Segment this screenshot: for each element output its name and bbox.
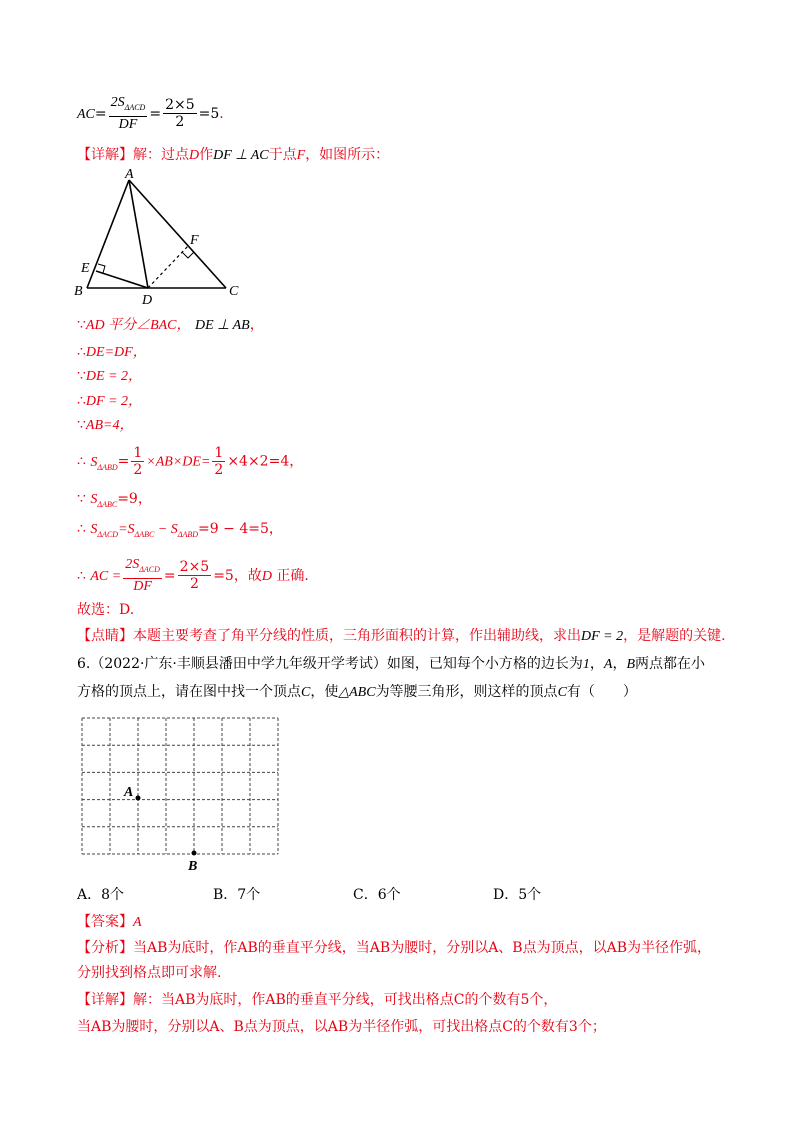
half2-num: 1 xyxy=(214,445,224,461)
half-num: 1 xyxy=(133,445,143,461)
area-sub: ΔABC xyxy=(97,499,118,509)
fraction2-den: 2 xyxy=(175,114,185,131)
step-4 xyxy=(77,392,142,411)
grid-label-a: A xyxy=(124,785,134,800)
label-a: A xyxy=(125,168,134,182)
detail-point-f: F xyxy=(296,148,306,163)
q6-mid: ，使 xyxy=(310,684,339,700)
detail2-line-1 xyxy=(77,991,557,1009)
step-3 xyxy=(77,367,142,386)
segment-de xyxy=(96,271,148,288)
analysis-text-1: 【分析】当AB为底时，作AB的垂直平分线，当AB为腰时，分别以A、B点为顶点，以AB为半径作弧， xyxy=(77,940,711,956)
step-area-1 xyxy=(77,445,303,478)
option-value: 6个 xyxy=(377,887,401,903)
q6-text-1: 6.（2022·广东·丰顺县潘田中学九年级开学考试）如图，已知每个小方格的边长为 xyxy=(77,656,583,672)
area-eq: = xyxy=(117,453,130,470)
detail-tail: 于点 xyxy=(268,147,297,163)
option-a[interactable] xyxy=(77,886,124,904)
q6-a: A xyxy=(603,657,613,672)
step-symbol: ∵ xyxy=(77,417,86,433)
step-symbol: ∴ xyxy=(77,567,86,584)
detail-line xyxy=(77,146,389,165)
q6-comma: ， xyxy=(589,656,604,672)
area-tail: ×4×2=4， xyxy=(227,453,304,470)
detail2-text-2: 当AB为腰时，分别以A、B点为顶点，以AB为半径作弧，可找出格点C的个数有3个； xyxy=(77,1019,606,1035)
q6-end: 有（ ） xyxy=(566,684,637,700)
step-symbol: ∵ xyxy=(77,491,86,507)
fraction xyxy=(109,95,148,133)
option-value: 8个 xyxy=(101,887,125,903)
final-d: D xyxy=(261,568,272,584)
final-den: DF xyxy=(133,578,152,594)
answer-line xyxy=(77,913,142,932)
final-result: =5 xyxy=(213,567,234,584)
area-eq: =S xyxy=(118,522,135,537)
area-sub3: ΔABD xyxy=(177,529,199,539)
option-letter: A． xyxy=(77,887,102,903)
detail-mid: 作 xyxy=(199,147,214,163)
detail-point-d: D xyxy=(189,148,200,163)
step-tail: ， xyxy=(249,317,264,333)
fraction-half-2 xyxy=(212,445,225,478)
grid-figure xyxy=(76,712,286,874)
comment-formula: DF = 2 xyxy=(581,629,624,644)
answer-value: A xyxy=(133,915,142,930)
final-eq: = xyxy=(163,567,176,584)
q6-line-1 xyxy=(77,655,705,674)
step-2 xyxy=(77,343,147,362)
option-c[interactable] xyxy=(353,886,401,904)
step-text: DF = 2， xyxy=(85,394,143,409)
comment-head: 【点睛】本题主要考查了角平分线的性质，三角形面积的计算，作出辅助线，求出 xyxy=(77,628,581,644)
half2-den: 2 xyxy=(214,462,224,478)
formula-lhs: AC xyxy=(77,106,95,122)
area-mid: ×AB×DE= xyxy=(146,454,211,470)
fraction-den: DF xyxy=(118,116,138,132)
q6-c: C xyxy=(301,685,311,700)
q6-triangle: △ABC xyxy=(338,685,376,700)
fraction-sub: ΔACD xyxy=(124,102,146,112)
option-letter: C． xyxy=(353,887,378,903)
q6-text-1-tail: 两点都在小 xyxy=(635,656,706,672)
label-d: D xyxy=(142,293,153,308)
detail-end: ，如图所示： xyxy=(305,147,390,163)
option-value: 5个 xyxy=(518,887,542,903)
q6-comma2: ， xyxy=(612,656,627,672)
q6-text-2: 方格的顶点上，请在图中找一个顶点 xyxy=(77,684,301,700)
q6-c2: C xyxy=(557,685,567,700)
analysis-line-1 xyxy=(77,939,711,957)
option-d[interactable] xyxy=(493,886,541,904)
final-den2: 2 xyxy=(189,576,199,593)
option-letter: B． xyxy=(213,887,238,903)
grid-label-b: B xyxy=(188,859,198,874)
area-sub: ΔABD xyxy=(97,462,118,472)
area-sub2: ΔABC xyxy=(134,529,155,539)
area-tail: =9， xyxy=(117,491,152,507)
final-lhs: AC = xyxy=(90,568,122,584)
answer-choice xyxy=(77,601,134,619)
fraction-2 xyxy=(163,97,197,130)
final-num: 2S xyxy=(125,557,140,572)
triangle-figure xyxy=(70,168,250,308)
final-fraction xyxy=(123,557,162,595)
area-minus: − S xyxy=(154,522,178,537)
point-b xyxy=(192,851,197,856)
formula-result: =5 xyxy=(198,105,220,122)
step-5 xyxy=(77,416,133,435)
point-a xyxy=(136,796,141,801)
step-symbol: ∵ xyxy=(77,368,86,384)
area-s: S xyxy=(90,454,98,470)
area-s: S xyxy=(90,492,98,507)
step-symbol: ∴ xyxy=(77,344,86,360)
step-final xyxy=(77,557,309,595)
step-text: AD 平分∠BAC， xyxy=(85,318,191,333)
detail-head: 【详解】解：过点 xyxy=(77,147,189,163)
area-tail: =9 − 4=5， xyxy=(198,521,283,537)
side-ac xyxy=(129,180,226,288)
top-formula: AC= $\frac{2S_{\Delta ACD}}{DF}$ = $\frac{2\times 5}{2}$ =5. xyxy=(77,95,224,132)
step-text: DE=DF， xyxy=(85,345,147,360)
area-sub1: ΔACD xyxy=(97,529,119,539)
final-tail: ，故 xyxy=(233,567,262,584)
label-b: B xyxy=(74,284,83,299)
option-letter: D． xyxy=(493,887,519,903)
formula-end: . xyxy=(219,105,224,122)
final-num2: 2×5 xyxy=(179,559,210,576)
step-extra: DE ⊥ AB xyxy=(194,318,250,333)
answer-label: 【答案】 xyxy=(77,914,133,930)
detail2-line-2 xyxy=(77,1018,606,1036)
q6-tail: 为等腰三角形，则这样的顶点 xyxy=(375,684,558,700)
fraction-half xyxy=(131,445,144,478)
final-sub: ΔACD xyxy=(139,564,160,574)
q6-line-2 xyxy=(77,683,637,702)
step-area-2 xyxy=(77,490,152,514)
step-text: DE = 2， xyxy=(85,369,143,384)
label-f: F xyxy=(190,233,199,248)
comment-tail: ，是解题的关键. xyxy=(623,628,726,644)
q6-b: B xyxy=(626,657,636,672)
detail2-text-1: 【详解】解：当AB为底时，作AB的垂直平分线，可找出格点C的个数有5个， xyxy=(77,992,558,1008)
step-symbol: ∴ xyxy=(77,393,86,409)
step-symbol: ∴ xyxy=(77,521,86,537)
segment-ad xyxy=(129,180,148,288)
half-den: 2 xyxy=(133,462,143,478)
answer-choice-text: 故选：D. xyxy=(77,602,135,618)
area-s1: S xyxy=(90,522,98,537)
step-text: AB=4， xyxy=(85,418,134,433)
analysis-text-2: 分别找到格点即可求解. xyxy=(77,965,222,981)
right-angle-f xyxy=(182,252,194,258)
detail-perp: DF ⊥ AC xyxy=(213,148,269,163)
step-symbol: ∵ xyxy=(77,317,86,333)
comment-line xyxy=(77,627,726,646)
label-e: E xyxy=(81,261,90,276)
step-1 xyxy=(77,316,264,335)
side-ab xyxy=(87,180,129,288)
fraction2-num: 2×5 xyxy=(165,97,195,114)
label-c: C xyxy=(229,284,239,299)
final-end: 正确. xyxy=(276,567,309,584)
option-b[interactable] xyxy=(213,886,260,904)
analysis-line-2 xyxy=(77,964,221,982)
fraction-num: 2S xyxy=(110,95,125,110)
final-fraction-2 xyxy=(178,559,212,592)
q6-one: 1 xyxy=(582,657,590,672)
step-symbol: ∴ xyxy=(77,453,86,470)
option-value: 7个 xyxy=(237,887,261,903)
step-area-3 xyxy=(77,520,283,544)
